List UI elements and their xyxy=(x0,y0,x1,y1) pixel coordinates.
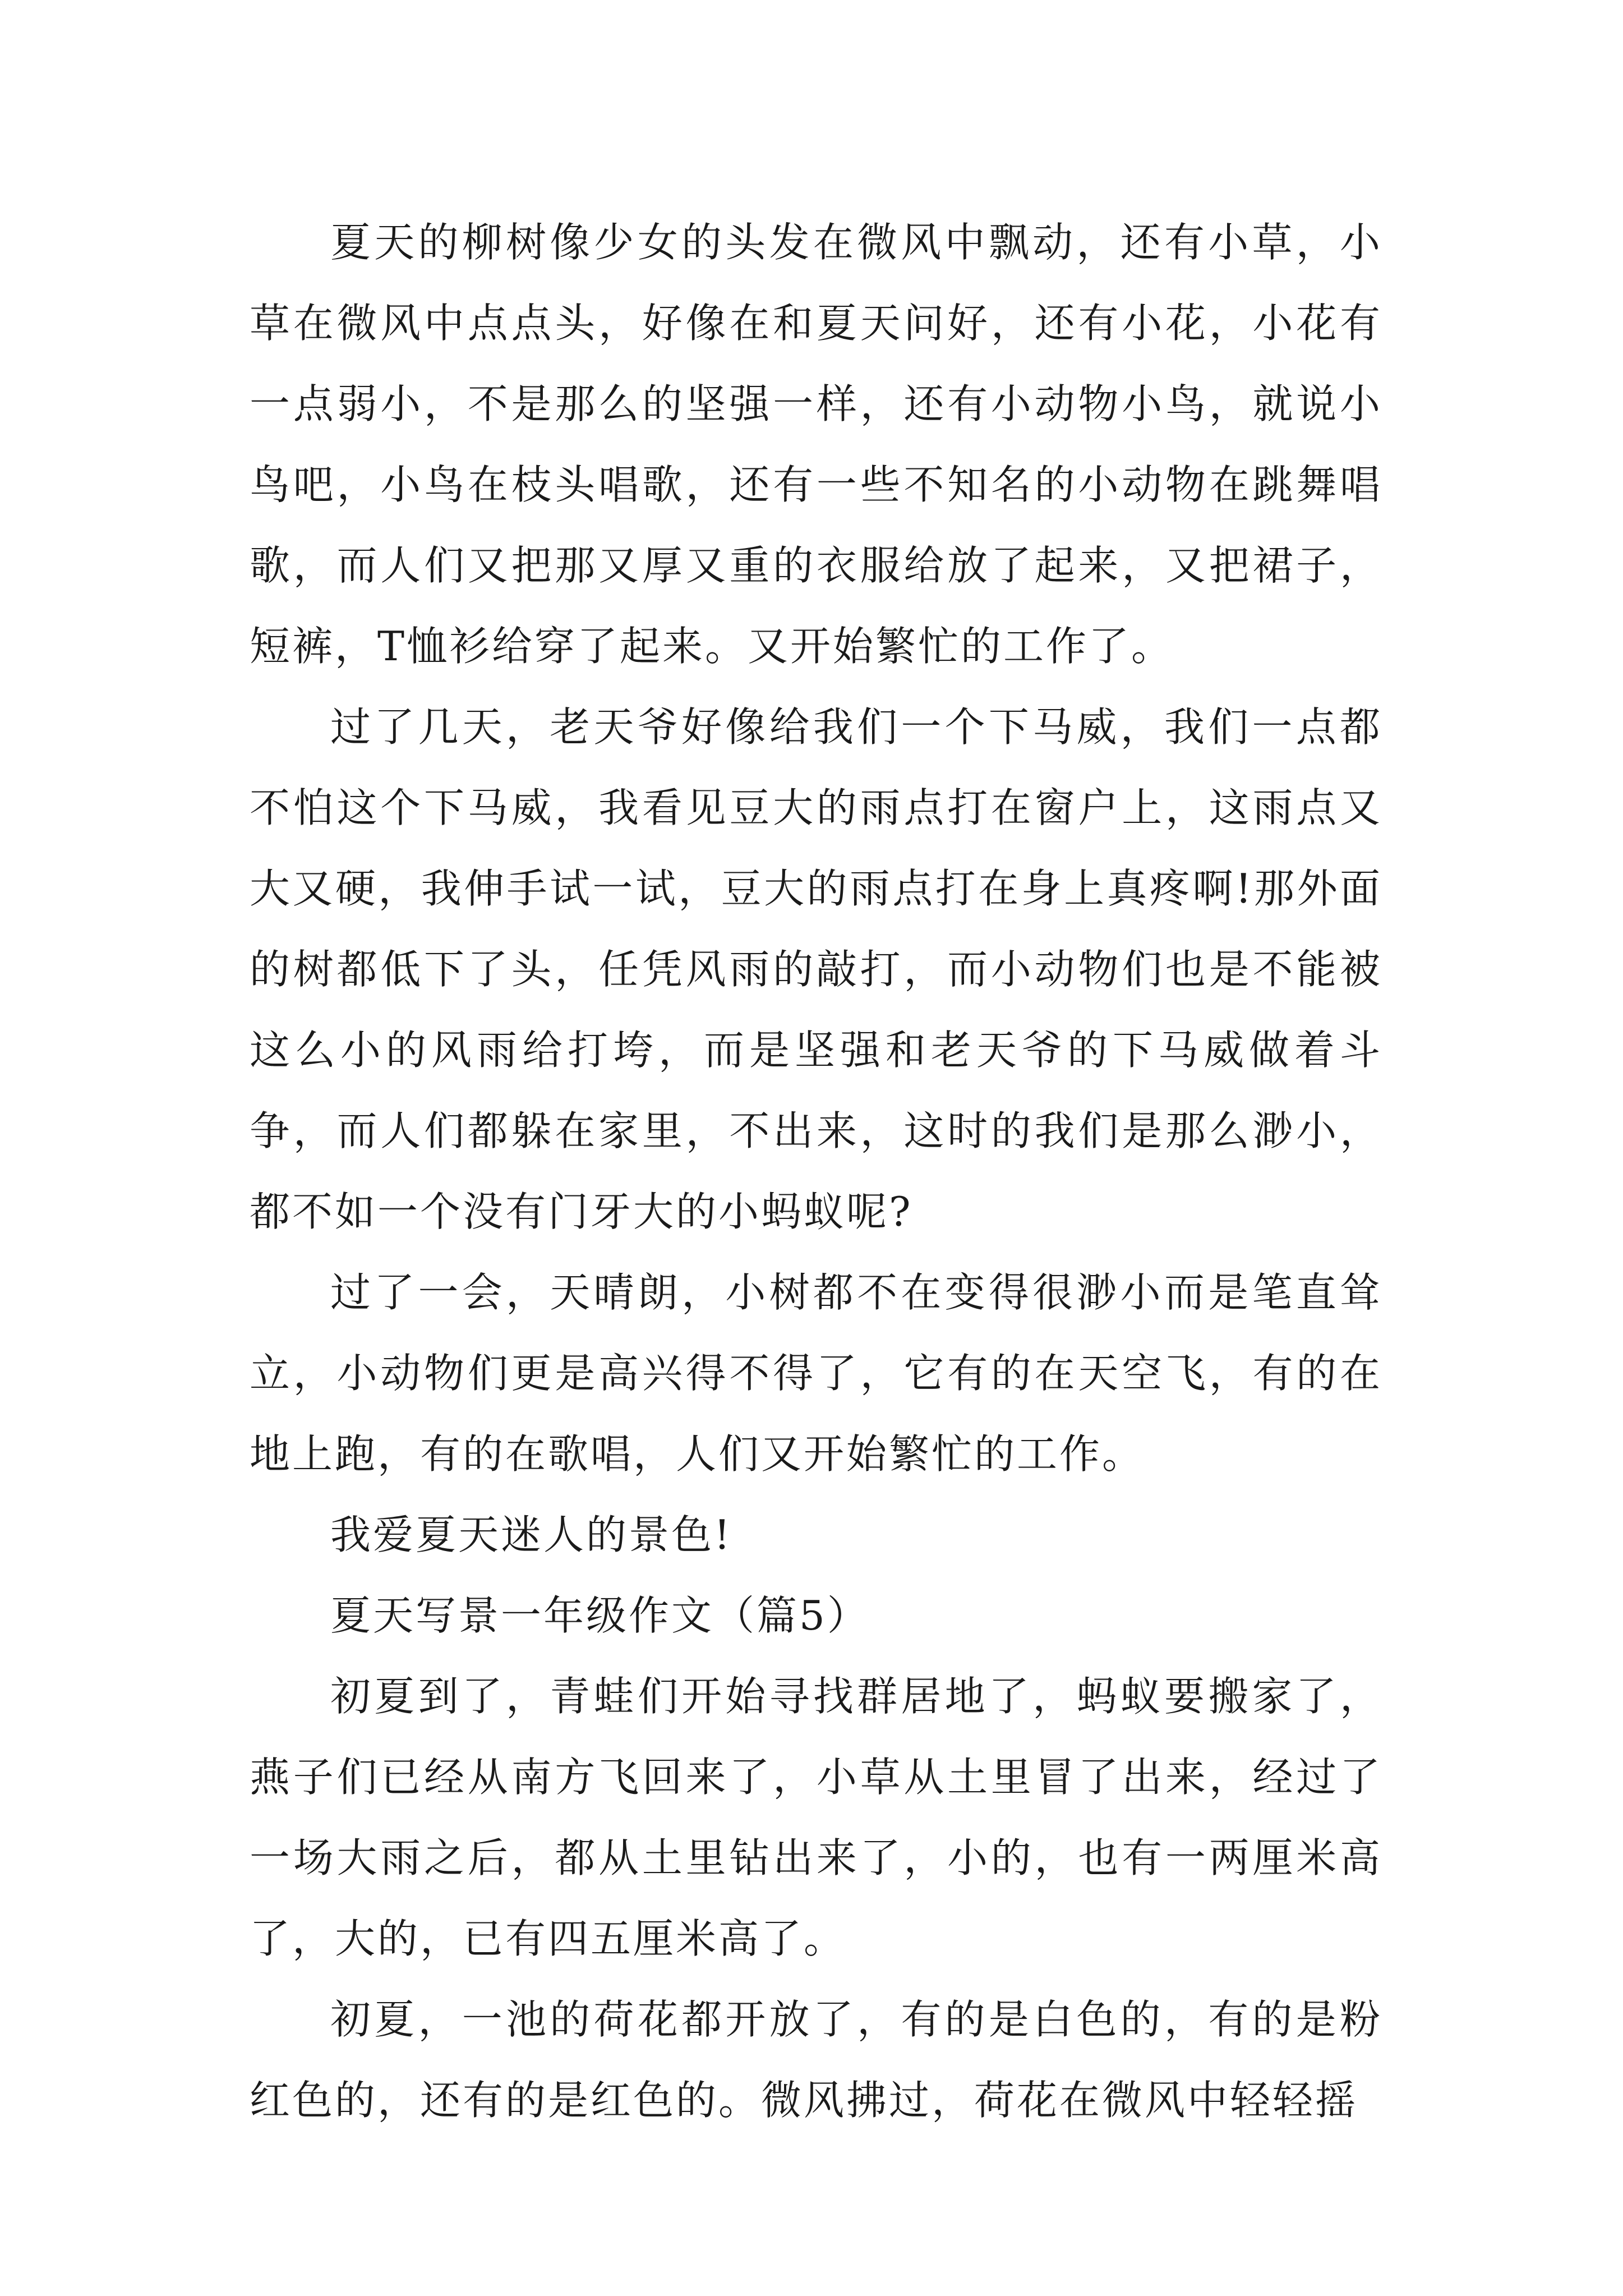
section-heading: 夏天写景一年级作文（篇5） xyxy=(330,1592,870,1639)
document-body xyxy=(250,202,1382,2141)
paragraph-summer-willow: 夏天的柳树像少女的头发在微风中飘动，还有小草，小草在微风中点点头，好像在和夏天问好，还有小花，小花有一点弱小，不是那么的坚强一样，还有小动物小鸟，就说小鸟吧，小鸟在枝头唱歌，还有一些不知名的小动物在跳舞唱歌，而人们又把那又厚又重的衣服给放了起来，又把裙子，短裤，T恤衫给穿了起来。又开始繁忙的工作了。 xyxy=(250,219,1382,670)
paragraph-early-summer: 初夏到了，青蛙们开始寻找群居地了，蚂蚁要搬家了，燕子们已经从南方飞回来了，小草从土里冒了出来，经过了一场大雨之后，都从土里钻出来了，小的，也有一两厘米高了，大的，已有四五厘米高了。 xyxy=(250,1673,1382,1962)
paragraph-rainstorm: 过了几天，老天爷好像给我们一个下马威，我们一点都不怕这个下马威，我看见豆大的雨点打在窗户上，这雨点又大又硬，我伸手试一试，豆大的雨点打在身上真疼啊!那外面的树都低下了头，任凭风雨的敲打，而小动物们也是不能被这么小的风雨给打垮，而是坚强和老天爷的下马威做着斗争，而人们都躲在家里，不出来，这时的我们是那么渺小，都不如一个没有门牙大的小蚂蚁呢? xyxy=(250,703,1382,1235)
paragraph-after-rain: 过了一会，天晴朗，小树都不在变得很渺小而是笔直耸立，小动物们更是高兴得不得了，它有的在天空飞，有的在地上跑，有的在歌唱，人们又开始繁忙的工作。 xyxy=(250,1269,1382,1478)
paragraph-love-summer: 我爱夏天迷人的景色! xyxy=(330,1511,732,1558)
paragraph-lotus: 初夏，一池的荷花都开放了，有的是白色的，有的是粉红色的，还有的是红色的。微风拂过，荷花在微风中轻轻摇 xyxy=(250,1996,1382,2124)
